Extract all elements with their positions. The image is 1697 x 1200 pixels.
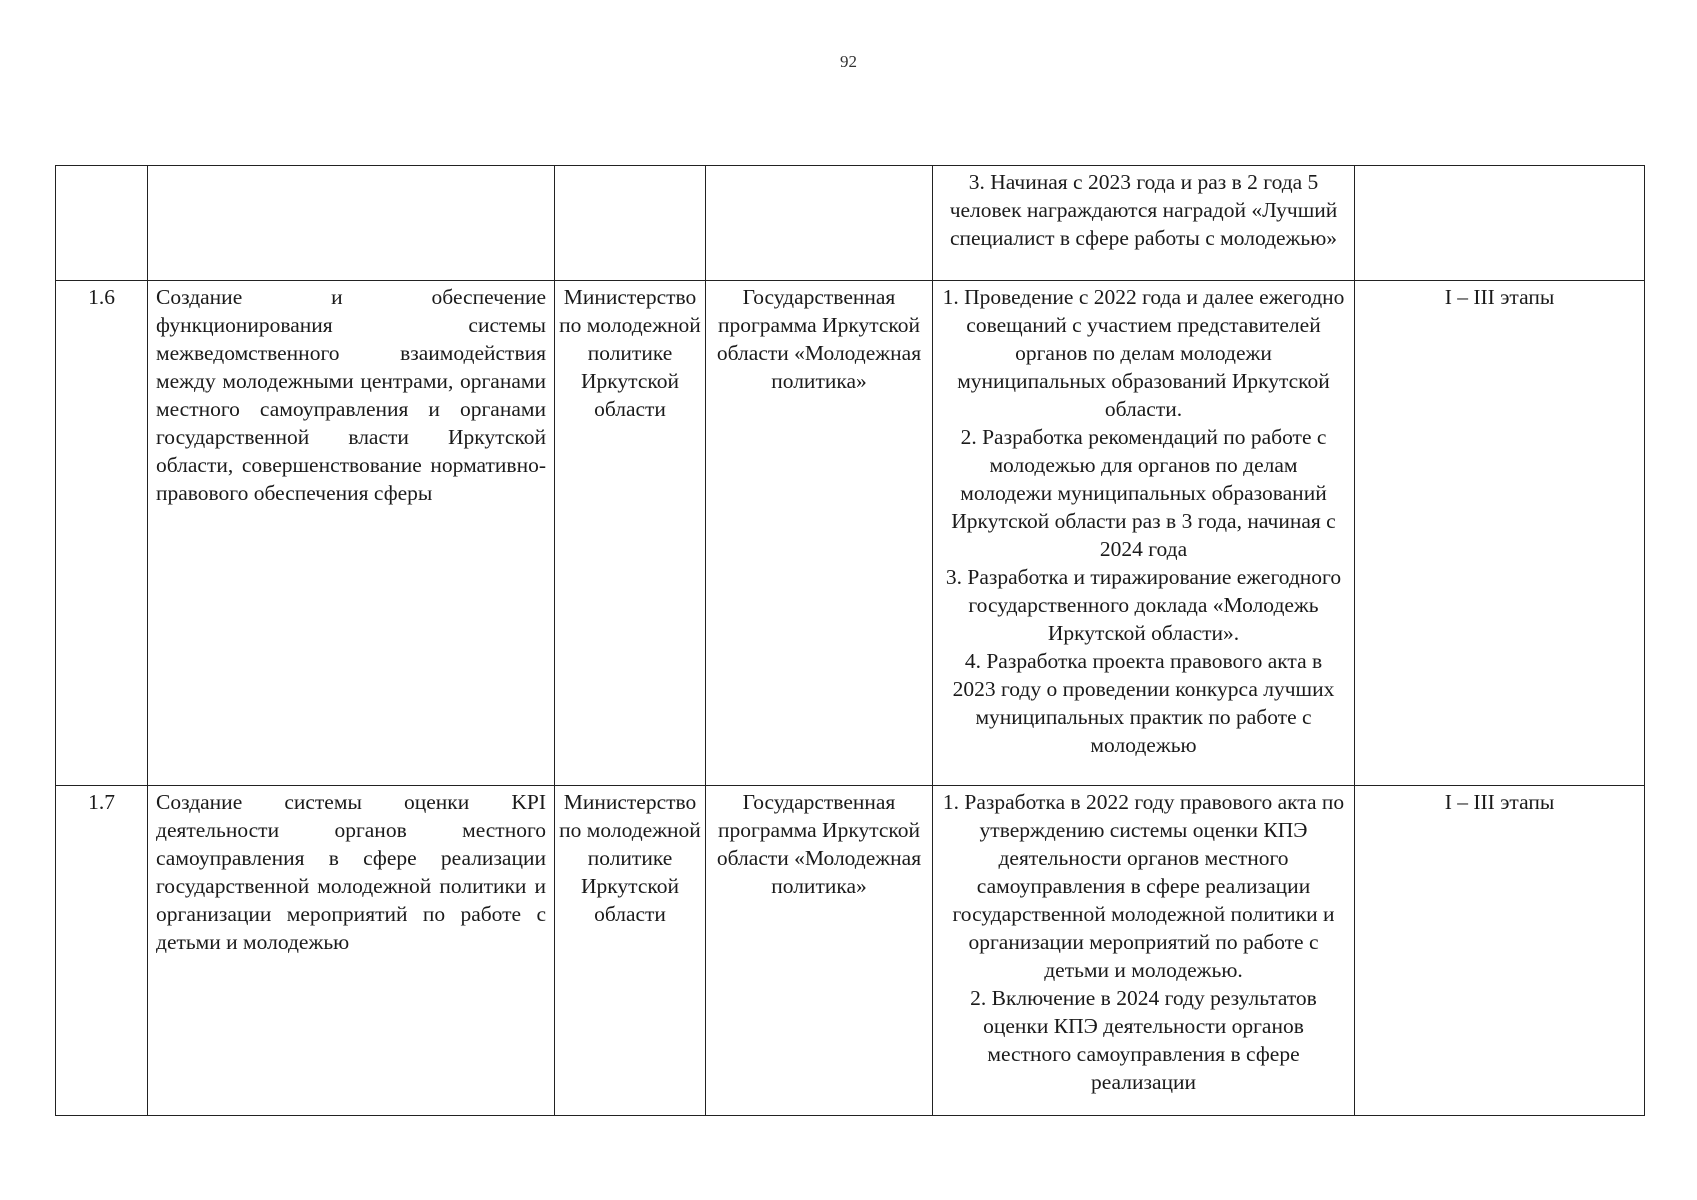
executor-cell: Министерство по молодежной политике Иркутской области xyxy=(555,786,706,1116)
results-cell xyxy=(933,281,1355,786)
result-item: 2. Включение в 2024 году результатов оценки КПЭ деятельности органов местного самоуправления в сфере реализации xyxy=(970,986,1317,1094)
result-item: 2. Разработка рекомендаций по работе с молодежью для органов по делам молодежи муниципальных образований Иркутской области раз в 3 года, начиная с 2024 года xyxy=(951,425,1336,561)
result-item: 1. Проведение с 2022 года и далее ежегодно совещаний с участием представителей органов по делам молодежи муниципальных образований Иркутской области. xyxy=(942,285,1345,421)
stages-cell xyxy=(1355,166,1645,281)
results-cell xyxy=(933,786,1355,1116)
row-number-cell: 1.7 xyxy=(56,786,148,1116)
executor-cell: Министерство по молодежной политике Иркутской области xyxy=(555,281,706,786)
page-number: 92 xyxy=(840,52,857,71)
table-row xyxy=(56,281,1645,786)
program-cell: Государственная программа Иркутской области «Молодежная политика» xyxy=(706,281,933,786)
table-row xyxy=(56,166,1645,281)
row-number-cell: 1.6 xyxy=(56,281,148,786)
result-item: 1. Разработка в 2022 году правового акта по утверждению системы оценки КПЭ деятельности органов местного самоуправления в сфере реализации государственной молодежной политики и организации мероприятий по работе с детьми и молодежью. xyxy=(942,790,1345,982)
activity-name-cell: Создание системы оценки KPI деятельности органов местного самоуправления в сфере реализации государственной молодежной политики и организации мероприятий по работе с детьми и молодежью xyxy=(148,786,555,1116)
result-item: 3. Разработка и тиражирование ежегодного государственного доклада «Молодежь Иркутской области». xyxy=(945,565,1342,645)
stages-cell: I – III этапы xyxy=(1355,281,1645,786)
activities-table xyxy=(55,165,1645,1116)
table-row xyxy=(56,786,1645,1116)
row-number-cell xyxy=(56,166,148,281)
results-cell xyxy=(933,166,1355,281)
executor-cell xyxy=(555,166,706,281)
activity-name-cell xyxy=(148,166,555,281)
result-item: 3. Начиная с 2023 года и раз в 2 года 5 человек награждаются наградой «Лучший специалист в сфере работы с молодежью» xyxy=(949,170,1338,250)
program-cell: Государственная программа Иркутской области «Молодежная политика» xyxy=(706,786,933,1116)
program-cell xyxy=(706,166,933,281)
stages-cell: I – III этапы xyxy=(1355,786,1645,1116)
activity-name-cell: Создание и обеспечение функционирования системы межведомственного взаимодействия между молодежными центрами, органами местного самоуправления и органами государственной власти Иркутской области, совершенствование нормативно-правового обеспечения сферы xyxy=(148,281,555,786)
result-item: 4. Разработка проекта правового акта в 2023 году о проведении конкурса лучших муниципальных практик по работе с молодежью xyxy=(952,649,1335,757)
